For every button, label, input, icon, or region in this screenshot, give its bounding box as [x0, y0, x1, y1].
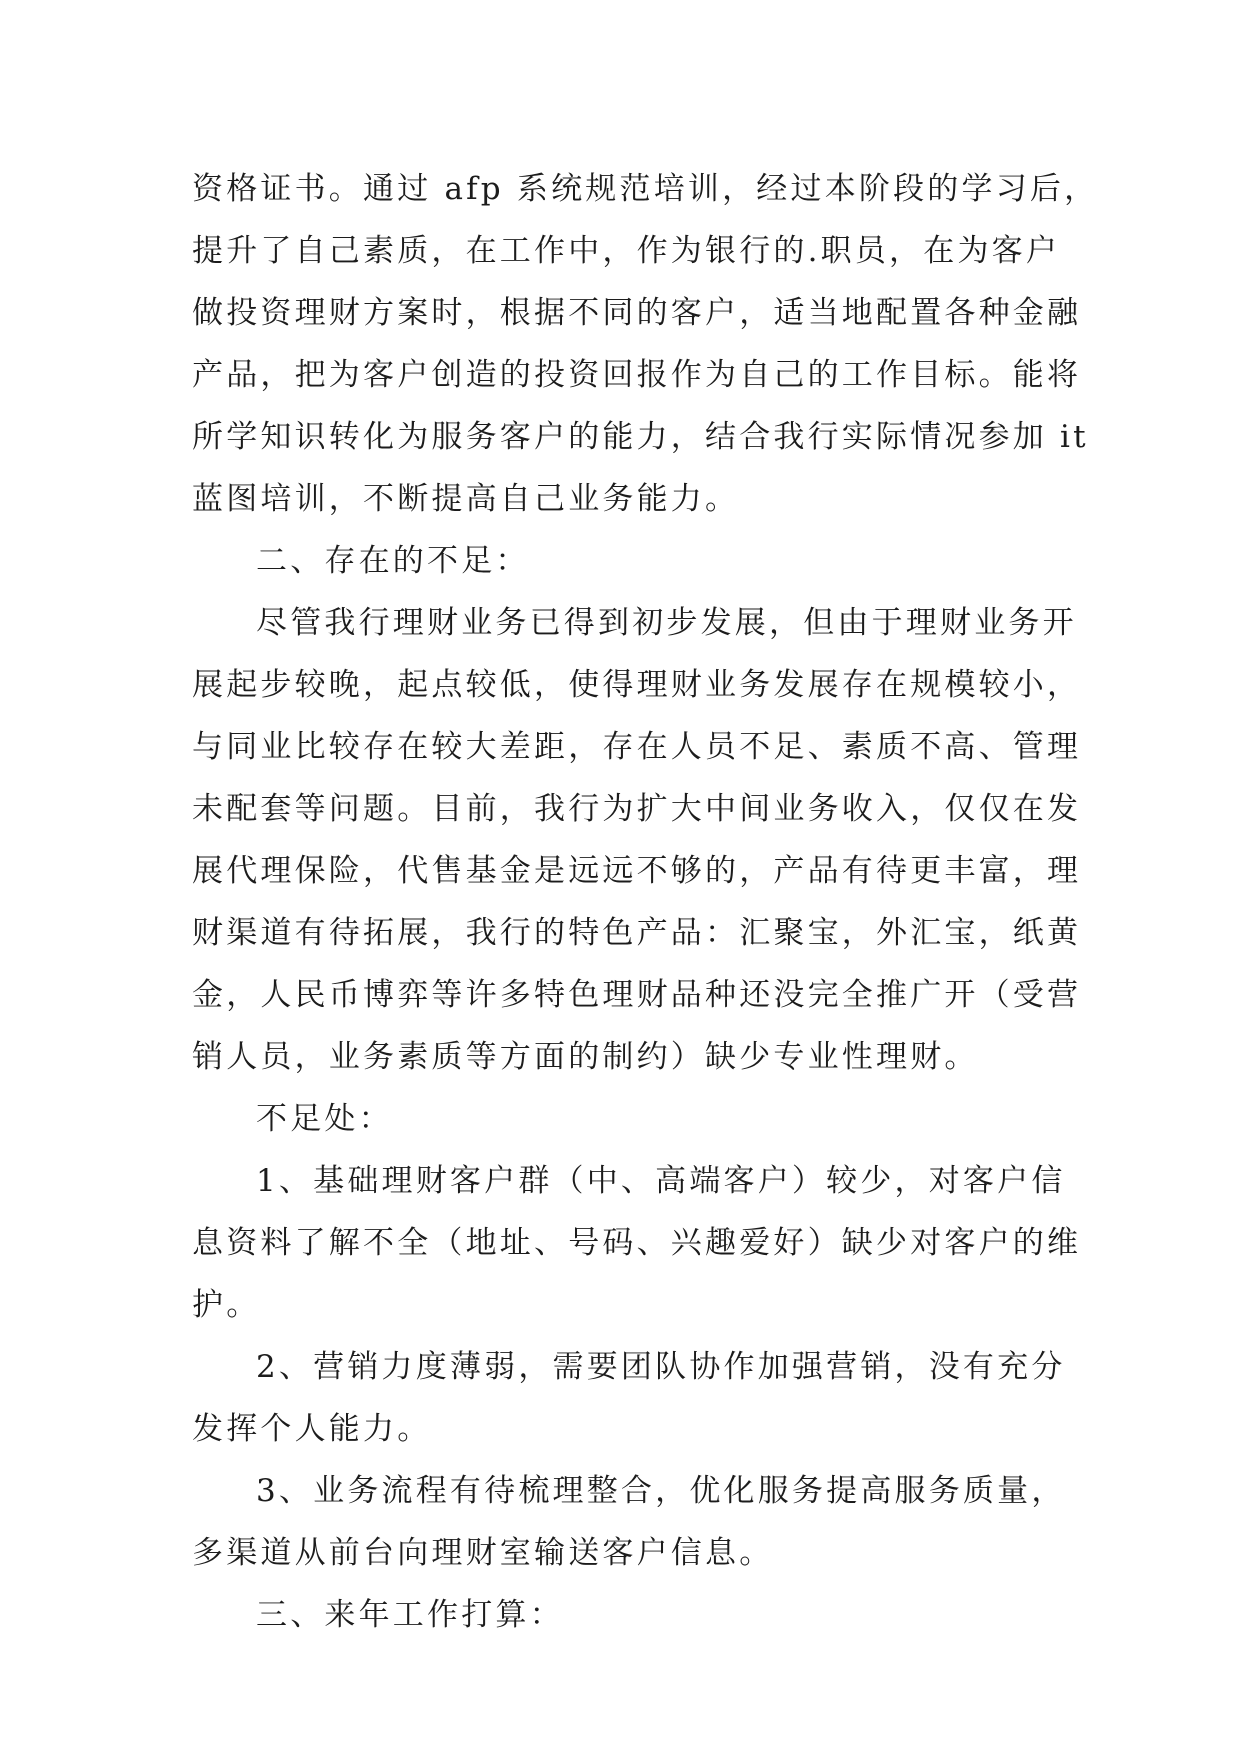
text-line: 所学知识转化为服务客户的能力，结合我行实际情况参加 it: [192, 419, 1089, 455]
text-line: 资格证书。通过 afp 系统规范培训，经过本阶段的学习后，: [192, 171, 1099, 207]
text-line: 未配套等问题。目前，我行为扩大中间业务收入，仅仅在发: [192, 791, 1082, 827]
text-line: 展起步较晚，起点较低，使得理财业务发展存在规模较小，: [192, 667, 1082, 703]
text-line: 尽管我行理财业务已得到初步发展，但由于理财业务开: [256, 605, 1077, 641]
section-heading: 二、存在的不足：: [256, 543, 530, 579]
list-item-line: 发挥个人能力。: [192, 1411, 432, 1447]
text-line: 蓝图培训，不断提高自己业务能力。: [192, 481, 740, 517]
text-line: 销人员，业务素质等方面的制约）缺少专业性理财。: [192, 1039, 979, 1075]
list-item-line: 息资料了解不全（地址、号码、兴趣爱好）缺少对客户的维: [192, 1225, 1082, 1261]
text-line: 与同业比较存在较大差距，存在人员不足、素质不高、管理: [192, 729, 1082, 765]
text-line: 产品，把为客户创造的投资回报作为自己的工作目标。能将: [192, 357, 1082, 393]
list-item-line: 1、基础理财客户群（中、高端客户）较少，对客户信: [256, 1163, 1066, 1199]
section-heading: 三、来年工作打算：: [256, 1597, 564, 1633]
section-heading: 不足处：: [256, 1101, 393, 1137]
text-line: 金，人民币博弈等许多特色理财品种还没完全推广开（受营: [192, 977, 1082, 1013]
text-line: 做投资理财方案时，根据不同的客户，适当地配置各种金融: [192, 295, 1082, 331]
list-item-line: 护。: [192, 1287, 261, 1323]
document-body: [192, 158, 1099, 1646]
list-item-line: 3、业务流程有待梳理整合，优化服务提高服务质量，: [256, 1473, 1066, 1509]
text-line: 财渠道有待拓展，我行的特色产品：汇聚宝，外汇宝，纸黄: [192, 915, 1082, 951]
list-item-line: 2、营销力度薄弱，需要团队协作加强营销，没有充分: [256, 1349, 1066, 1385]
text-line: 展代理保险，代售基金是远远不够的，产品有待更丰富，理: [192, 853, 1082, 889]
list-item-line: 多渠道从前台向理财室输送客户信息。: [192, 1535, 774, 1571]
text-line: 提升了自己素质，在工作中，作为银行的.职员，在为客户: [192, 233, 1061, 269]
